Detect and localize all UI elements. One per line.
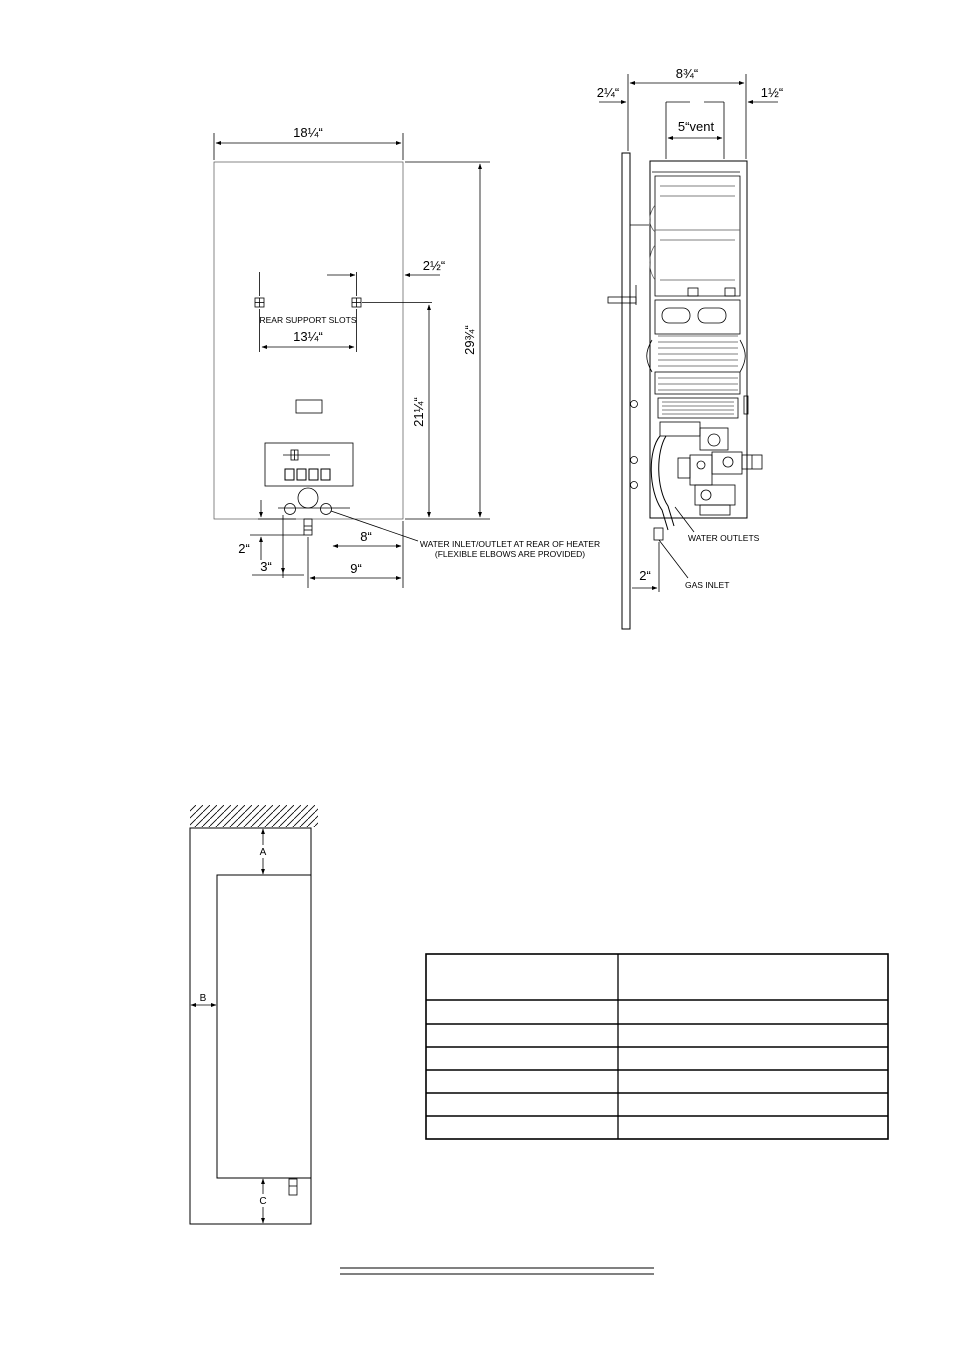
clearance-table <box>426 954 888 1139</box>
side-view <box>597 66 783 629</box>
gas-connection-pipe <box>304 519 312 535</box>
slots-span-label: 13¼“ <box>293 329 323 344</box>
control-panel <box>265 443 353 486</box>
burner-viewport <box>298 488 318 508</box>
rear-support-slot-left <box>255 298 264 307</box>
wall-section <box>622 153 630 629</box>
display-window <box>296 400 322 413</box>
inlet-offset-label: 3“ <box>260 559 272 574</box>
gas-inlet-label: GAS INLET <box>685 580 730 590</box>
clearance-label-b: B <box>199 993 207 1004</box>
water-outlets-label: WATER OUTLETS <box>688 533 760 543</box>
outlet-offset-label: 8“ <box>360 529 372 544</box>
height-label: 29¾“ <box>462 325 477 355</box>
control-button-1 <box>285 469 294 480</box>
water-note-line2: (FLEXIBLE ELBOWS ARE PROVIDED) <box>434 549 586 559</box>
clearance-pipe <box>289 1179 297 1195</box>
water-inlet-circle <box>285 504 296 515</box>
water-note-line1: WATER INLET/OUTLET AT REAR OF HEATER <box>419 539 601 549</box>
clearance-label-c: C <box>259 1196 267 1207</box>
control-button-2 <box>297 469 306 480</box>
footer-rule <box>340 1268 654 1274</box>
ceiling-hatch <box>190 805 318 827</box>
back-clearance-label: 2¼“ <box>596 85 620 100</box>
heat-exchanger <box>647 300 746 394</box>
width-offset-label: 9“ <box>350 561 362 576</box>
rear-support-slots-label: REAR SUPPORT SLOTS <box>259 315 357 325</box>
front-clearance-label: 1½“ <box>760 85 784 100</box>
right-offset-label: 2½“ <box>422 258 446 273</box>
bottom-clearance-label: 2“ <box>238 541 250 556</box>
clearance-enclosure <box>190 828 311 1224</box>
vent-label: 5“vent <box>677 119 715 134</box>
gas-inlet-fitting <box>654 528 663 540</box>
gas-offset-label: 2“ <box>639 568 651 583</box>
water-outlet-circle <box>321 504 332 515</box>
clearance-diagram <box>190 805 318 1224</box>
clearance-heater <box>217 875 311 1178</box>
width-label: 18¼“ <box>293 125 323 140</box>
flue-hood <box>655 176 740 296</box>
control-button-3 <box>309 469 318 480</box>
burner-assembly <box>658 396 748 418</box>
slot-height-label: 21¼“ <box>411 397 426 427</box>
clearance-label-a: A <box>259 847 267 858</box>
front-view <box>214 125 600 588</box>
rear-support-slot-right <box>352 298 361 307</box>
control-button-4 <box>321 469 330 480</box>
depth-label: 8¾“ <box>675 66 699 81</box>
